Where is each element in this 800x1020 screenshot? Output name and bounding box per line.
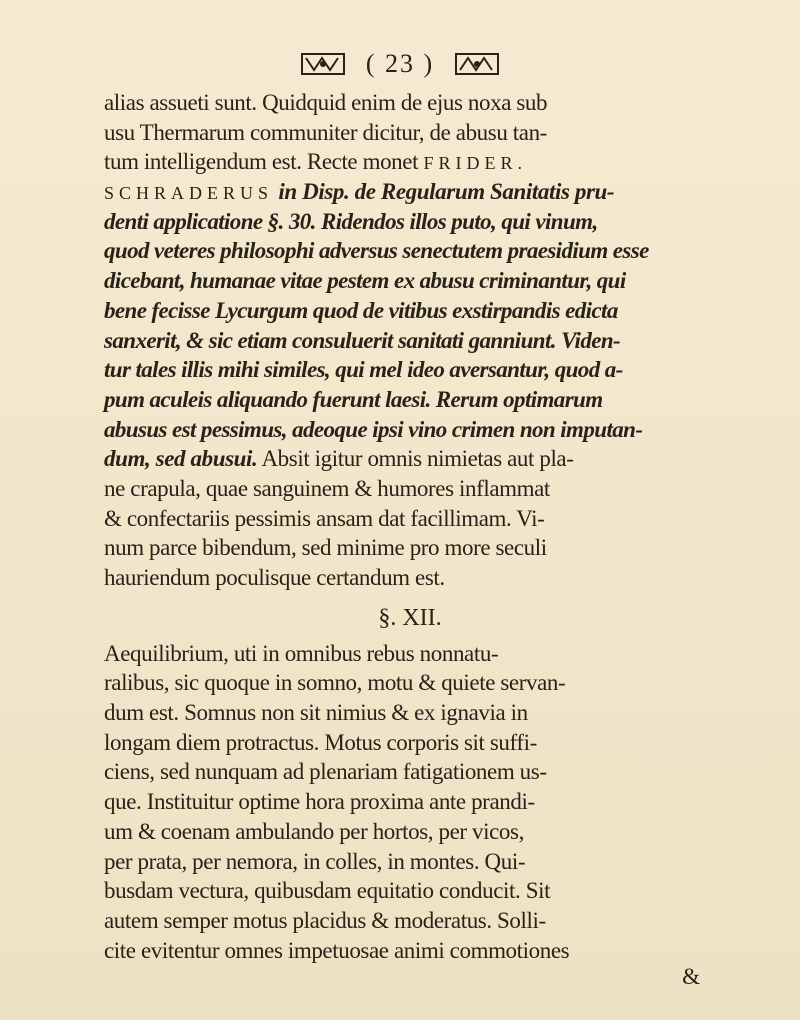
paragraph-1 (104, 88, 710, 593)
quotation-line: tur tales illis mihi similes, qui mel ideo aversantur, quod a- (104, 357, 623, 383)
text-line: um & coenam ambulando per hortos, per vicos, (104, 818, 524, 844)
author-name: FRIDER. (423, 153, 527, 174)
quotation-line: sanxerit, & sic etiam consuluerit sanitati ganniunt. Viden- (104, 327, 621, 353)
author-name: SCHRADERUS (104, 183, 274, 204)
text-line (104, 177, 710, 207)
text-body (104, 88, 710, 989)
text-line (104, 147, 710, 177)
left-ornament-icon (300, 50, 346, 78)
text-line (104, 444, 710, 474)
text-line: per prata, per nemora, in colles, in montes. Qui- (104, 848, 526, 874)
text-fragment: tum intelligendum est. Recte monet (104, 149, 419, 175)
text-fragment: Absit igitur omnis nimietas aut pla- (261, 446, 574, 472)
text-line: longam diem protractus. Motus corporis sit suffi- (104, 729, 537, 755)
section-heading: §. XII. (378, 604, 442, 631)
text-line: usu Thermarum communiter dicitur, de abusu tan- (104, 119, 547, 145)
running-header (0, 44, 800, 84)
text-line: que. Instituitur optime hora proxima ante prandi- (104, 789, 535, 815)
quotation-line: denti applicatione §. 30. Ridendos illos puto, qui vinum, (104, 208, 598, 234)
text-line: Aequilibrium, uti in omnibus rebus nonnatu- (104, 640, 499, 666)
text-line: & confectariis pessimis ansam dat facillimam. Vi- (104, 505, 545, 531)
text-line: hauriendum poculisque certandum est. (104, 565, 445, 590)
text-line: ralibus, sic quoque in somno, motu & quiete servan- (104, 670, 566, 696)
text-line: alias assueti sunt. Quidquid enim de ejus noxa sub (104, 90, 548, 115)
text-line: busdam vectura, quibusdam equitatio conducit. Sit (104, 878, 551, 904)
quotation-line: quod veteres philosophi adversus senectutem praesidium esse (104, 238, 649, 264)
text-line: cite evitentur omnes impetuosae animi commotiones (104, 937, 570, 963)
quotation-line: dicebant, humanae vitae pestem ex abusu criminantur, qui (104, 268, 626, 294)
quotation-line: abusus est pessimus, adeoque ipsi vino crimen non imputan- (104, 416, 643, 442)
quotation-line: pum aculeis aliquando fuerunt laesi. Rerum optimarum (104, 386, 603, 412)
text-line: ne crapula, quae sanguinem & humores inflammat (104, 475, 550, 501)
text-line: ciens, sed nunquam ad plenariam fatigationem us- (104, 759, 547, 785)
paragraph-2 (104, 639, 710, 966)
text-line: dum est. Somnus non sit nimius & ex ignavia in (104, 700, 528, 726)
quotation-end: dum, sed abusui. (104, 446, 258, 472)
text-line: autem semper motus placidus & moderatus. Solli- (104, 907, 546, 933)
right-ornament-icon (454, 50, 500, 78)
catchword: & (682, 964, 700, 990)
citation-text: in Disp. de Regularum Sanitatis pru- (278, 179, 615, 205)
page-number: ( 23 ) (365, 49, 435, 78)
quotation-line: bene fecisse Lycurgum quod de vitibus exstirpandis edicta (104, 297, 618, 323)
text-line: num parce bibendum, sed minime pro more seculi (104, 535, 547, 561)
